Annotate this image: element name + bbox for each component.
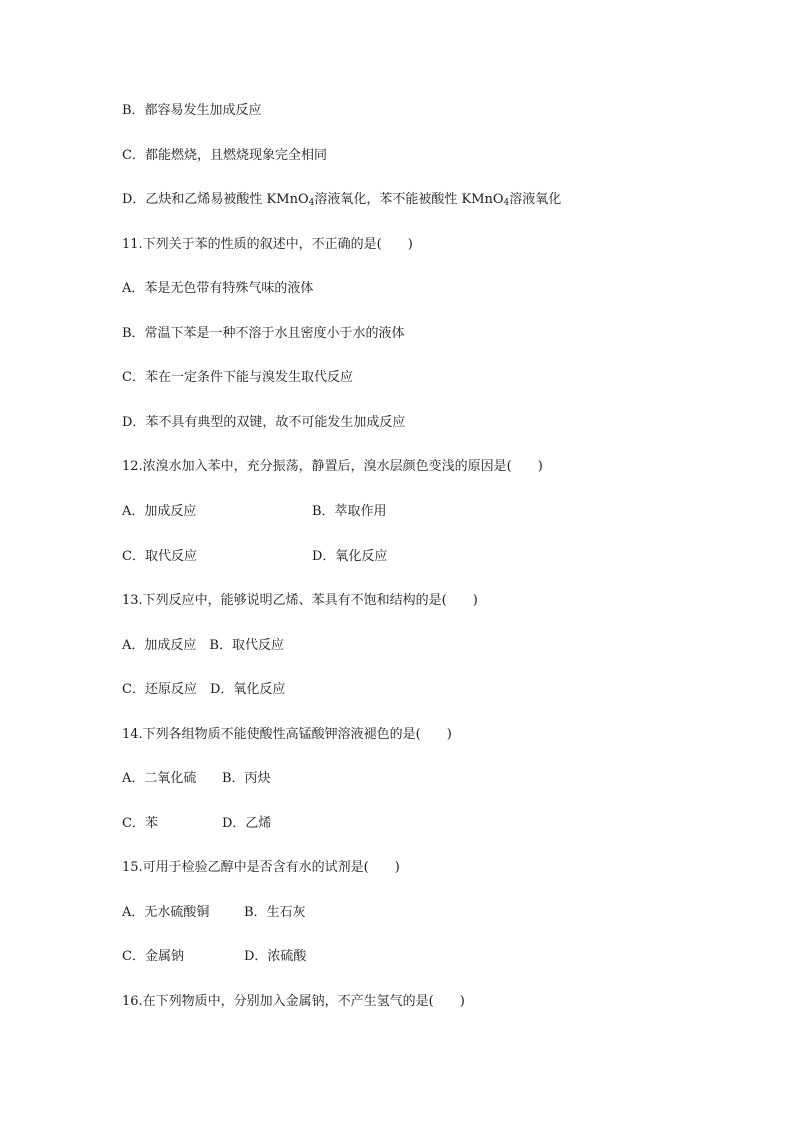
options-14cd: [122, 816, 271, 832]
question-11: 11.下列关于苯的性质的叙述中，不正确的是( ): [122, 237, 413, 252]
option-10d-text-2: 溶液氧化，苯不能被酸性 KMnO: [314, 192, 504, 207]
option-12c: C．取代反应: [122, 549, 197, 564]
option-14a: A．二氧化硫: [122, 771, 197, 786]
options-15cd: [122, 949, 306, 965]
option-15c: C．金属钠: [122, 949, 184, 964]
question-15: 15.可用于检验乙醇中是否含有水的试剂是( ): [122, 860, 400, 875]
option-11c: C．苯在一定条件下能与溴发生取代反应: [122, 370, 353, 385]
option-14d: D．乙烯: [222, 816, 272, 831]
options-15ab: [122, 905, 306, 921]
subscript-4: 4: [503, 198, 510, 208]
option-15d: D．浓硫酸: [244, 949, 307, 964]
option-11a: A．苯是无色带有特殊气味的液体: [122, 281, 314, 296]
options-12cd: [122, 549, 387, 565]
options-12ab: [122, 504, 387, 520]
question-13: 13.下列反应中，能够说明乙烯、苯具有不饱和结构的是( ): [122, 593, 478, 608]
option-12d: D．氧化反应: [312, 549, 388, 564]
question-14: 14.下列各组物质不能使酸性高锰酸钾溶液褪色的是( ): [122, 727, 452, 742]
question-16: 16.在下列物质中，分别加入金属钠，不产生氢气的是( ): [122, 994, 465, 1009]
option-12a: A．加成反应: [122, 504, 197, 519]
subscript-4: 4: [308, 198, 315, 208]
option-15a: A．无水硫酸铜: [122, 905, 210, 920]
option-11b: B．常温下苯是一种不溶于水且密度小于水的液体: [122, 326, 405, 341]
options-14ab: [122, 771, 271, 787]
question-12: 12.浓溴水加入苯中，充分振荡，静置后，溴水层颜色变浅的原因是( ): [122, 459, 543, 474]
option-10c: C．都能燃烧，且燃烧现象完全相同: [122, 148, 327, 163]
option-10b: B．都容易发生加成反应: [122, 103, 262, 118]
options-13cd: C．还原反应 D．氧化反应: [122, 682, 286, 697]
option-11d: D．苯不具有典型的双键，故不可能发生加成反应: [122, 415, 406, 430]
option-10d: [122, 192, 561, 208]
option-14b: B．丙炔: [222, 771, 271, 786]
option-12b: B．萃取作用: [312, 504, 387, 519]
option-10d-text-1: D．乙炔和乙烯易被酸性 KMnO: [122, 192, 309, 207]
options-13ab: A．加成反应 B．取代反应: [122, 638, 284, 653]
option-14c: C．苯: [122, 816, 158, 831]
option-15b: B．生石灰: [244, 905, 306, 920]
option-10d-text-3: 溶液氧化: [509, 192, 562, 207]
